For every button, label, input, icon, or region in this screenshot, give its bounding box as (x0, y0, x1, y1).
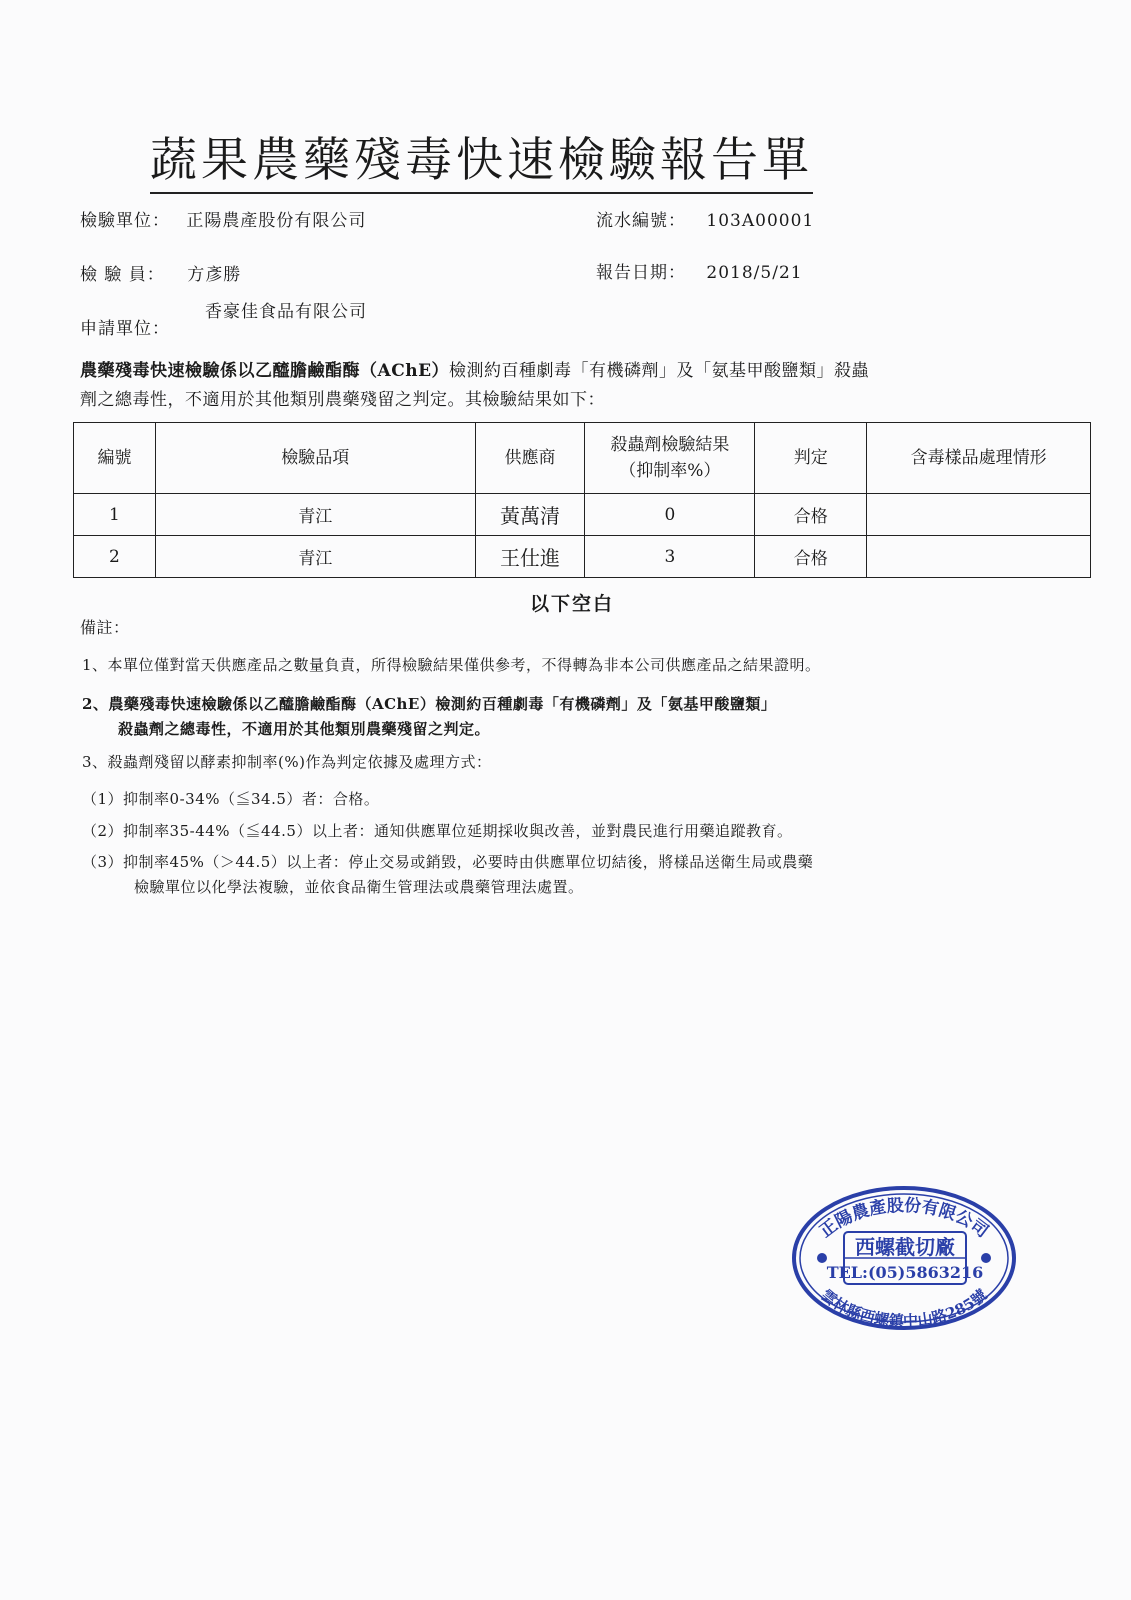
note-3-1: （1）抑制率0-34%（≦34.5）者：合格。 (82, 790, 380, 808)
notes-heading: 備註： (80, 618, 130, 637)
header-no: 編號 (74, 423, 156, 494)
serial-number-value: 103A00001 (706, 211, 815, 231)
document-title: 蔬果農藥殘毒快速檢驗報告單 (150, 132, 813, 194)
intro-line-1 (80, 356, 869, 381)
inspector-label: 檢 驗 員： (80, 265, 165, 285)
header-handling: 含毒樣品處理情形 (867, 423, 1091, 494)
report-date-label: 報告日期： (596, 263, 686, 283)
intro-line-2: 劑之總毒性，不適用於其他類別農藥殘留之判定。其檢驗結果如下： (80, 390, 605, 410)
cell-item: 青江 (155, 494, 475, 536)
inspection-unit-label: 檢驗單位： (80, 211, 170, 231)
table-header-row (74, 423, 1091, 494)
stamp-tel: TEL:(05)5863216 (826, 1263, 984, 1282)
cell-handling (867, 536, 1091, 578)
report-date (596, 258, 803, 283)
inspector (80, 260, 241, 285)
header-item: 檢驗品項 (155, 423, 475, 494)
applicant-value: 香豪佳食品有限公司 (205, 302, 367, 322)
intro-bold-text: 農藥殘毒快速檢驗係以乙醯膽鹼酯酶（AChE） (80, 361, 450, 381)
note-3: 3、殺蟲劑殘留以酵素抑制率(%)作為判定依據及處理方式： (82, 753, 492, 771)
note-3-3-line-1: （3）抑制率45%（＞44.5）以上者：停止交易或銷毀，必要時由供應單位切結後，將樣品送衛生局或農藥 (82, 853, 814, 871)
inspection-unit-value: 正陽農產股份有限公司 (186, 211, 367, 231)
intro-rest-text: 檢測約百種劇毒「有機磷劑」及「氨基甲酸鹽類」殺蟲 (449, 361, 870, 381)
cell-judgement: 合格 (755, 536, 867, 578)
company-seal-stamp (788, 1180, 1020, 1332)
serial-number-label: 流水編號： (596, 211, 686, 231)
header-judgement: 判定 (755, 423, 867, 494)
results-table (73, 422, 1091, 578)
header-result (585, 423, 755, 494)
note-2-line-2: 殺蟲劑之總毒性，不適用於其他類別農藥殘留之判定。 (118, 720, 491, 738)
inspector-value: 方彥勝 (187, 265, 242, 285)
header-result-line2: （抑制率%） (619, 461, 721, 481)
cell-no: 2 (74, 536, 156, 578)
cell-item: 青江 (155, 536, 475, 578)
report-date-value: 2018/5/21 (706, 263, 803, 283)
serial-number (596, 206, 814, 231)
note-3-3-line-2: 檢驗單位以化學法複驗，並依食品衛生管理法或農藥管理法處置。 (134, 878, 584, 896)
note-1: 1、本單位僅對當天供應產品之數量負責，所得檢驗結果僅供參考，不得轉為非本公司供應產品之結果證明。 (82, 656, 821, 674)
stamp-left-flower-icon (817, 1253, 827, 1263)
stamp-top-text: 正陽農產股份有限公司 (816, 1195, 992, 1242)
cell-result: 0 (585, 494, 755, 536)
stamp-center-name: 西螺截切廠 (855, 1235, 955, 1259)
blank-below-notice: 以下空白 (530, 593, 615, 615)
note-3-2: （2）抑制率35-44%（≦44.5）以上者：通知供應單位延期採收與改善，並對農民進行用藥追蹤教育。 (82, 822, 793, 840)
cell-judgement: 合格 (755, 494, 867, 536)
header-result-line1: 殺蟲劑檢驗結果 (610, 435, 730, 455)
cell-result: 3 (585, 536, 755, 578)
inspection-unit (80, 206, 366, 231)
cell-supplier: 王仕進 (475, 536, 585, 578)
header-supplier: 供應商 (475, 423, 585, 494)
cell-handling (867, 494, 1091, 536)
stamp-bottom-text: 雲林縣西螺鎮中山路285號 (817, 1285, 991, 1331)
applicant-label: 申請單位： (80, 319, 170, 339)
table-row (74, 536, 1091, 578)
stamp-right-flower-icon (981, 1253, 991, 1263)
cell-supplier: 黃萬清 (475, 494, 585, 536)
note-2-line-1: 2、農藥殘毒快速檢驗係以乙醯膽鹼酯酶（AChE）檢測約百種劇毒「有機磷劑」及「氨基甲酸鹽類」 (82, 695, 777, 713)
table-row (74, 494, 1091, 536)
cell-no: 1 (74, 494, 156, 536)
